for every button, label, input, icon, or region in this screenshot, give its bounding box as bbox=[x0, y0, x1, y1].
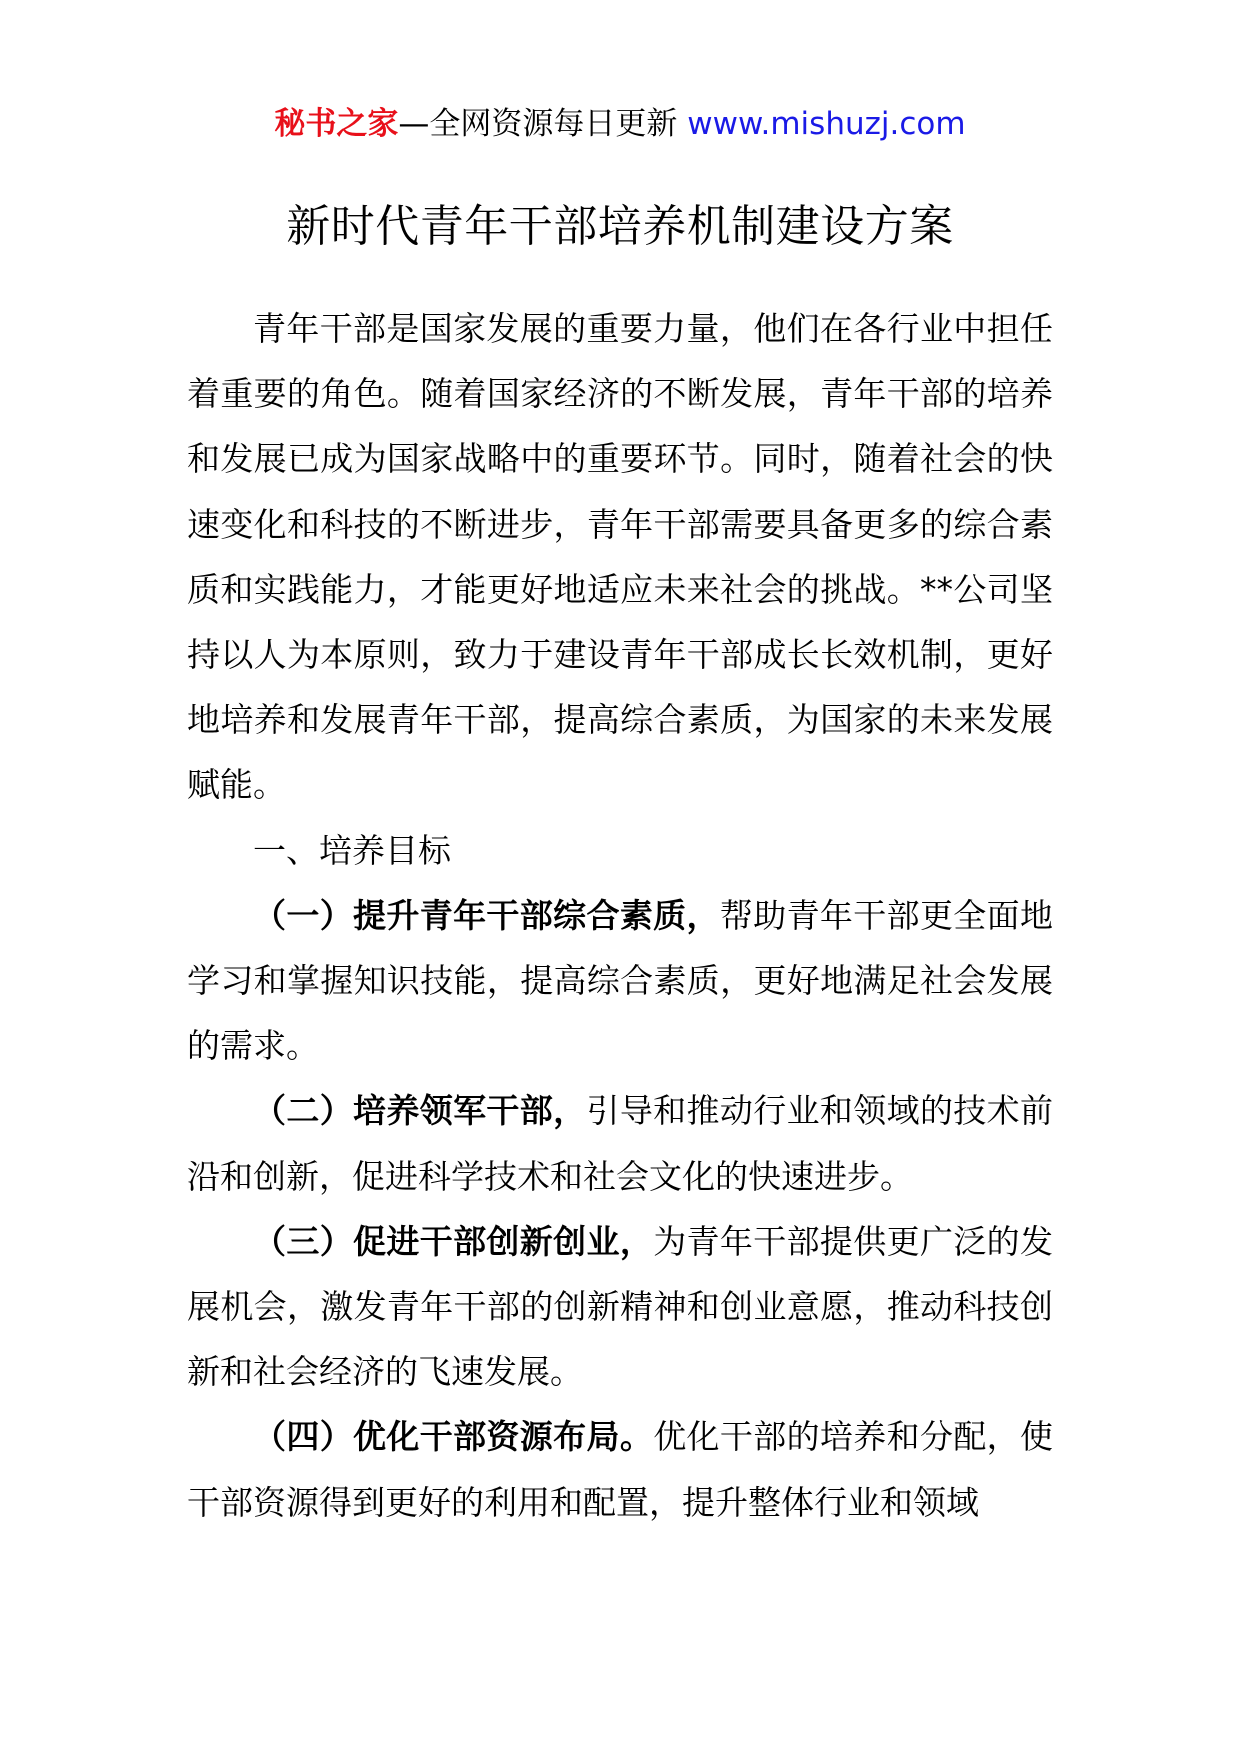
goal-paragraph-2 bbox=[187, 1078, 1053, 1208]
goal-text-4: 优化干部的培养和分配，使干部资源得到更好的利用和配置，提升整体行业和领域 bbox=[187, 1417, 1054, 1522]
goal-lead-4: （四）优化干部资源布局。 bbox=[253, 1417, 654, 1457]
site-header bbox=[0, 100, 1240, 148]
section-heading: 一、培养目标 bbox=[253, 830, 451, 870]
intro-paragraph: 青年干部是国家发展的重要力量，他们在各行业中担任着重要的角色。随着国家经济的不断发展，青年干部的培养和发展已成为国家战略中的重要环节。同时，随着社会的快速变化和科技的不断进步，青年干部需要具备更多的综合素质和实践能力，才能更好地适应未来社会的挑战。**公司坚持以人为本原则，致力于建设青年干部成长长效机制，更好地培养和发展青年干部，提高综合素质，为国家的未来发展赋能。 bbox=[187, 309, 1053, 805]
document-body bbox=[187, 296, 1053, 1535]
site-brand: 秘书之家 bbox=[274, 106, 399, 142]
goal-paragraph-4 bbox=[187, 1404, 1053, 1534]
goal-paragraph-3 bbox=[187, 1209, 1053, 1405]
goal-lead-3: （三）促进干部创新创业， bbox=[253, 1221, 654, 1261]
document-title: 新时代青年干部培养机制建设方案 bbox=[286, 201, 954, 252]
goal-lead-2: （二）培养领军干部， bbox=[253, 1091, 587, 1131]
goal-paragraph-1 bbox=[187, 883, 1053, 1079]
goal-lead-1: （一）提升青年干部综合素质， bbox=[253, 895, 720, 935]
site-url-link[interactable]: www.mishuzj.com bbox=[687, 106, 966, 142]
goal-text-3: 为青年干部提供更广泛的发展机会，激发青年干部的创新精神和创业意愿，推动科技创新和社会经济的飞速发展。 bbox=[187, 1221, 1054, 1392]
site-tagline: —全网资源每日更新 bbox=[398, 106, 688, 142]
goal-text-2: 引导和推动行业和领域的技术前沿和创新，促进科学技术和社会文化的快速进步。 bbox=[187, 1091, 1054, 1196]
goal-text-1: 帮助青年干部更全面地学习和掌握知识技能，提高综合素质，更好地满足社会发展的需求。 bbox=[187, 895, 1054, 1066]
